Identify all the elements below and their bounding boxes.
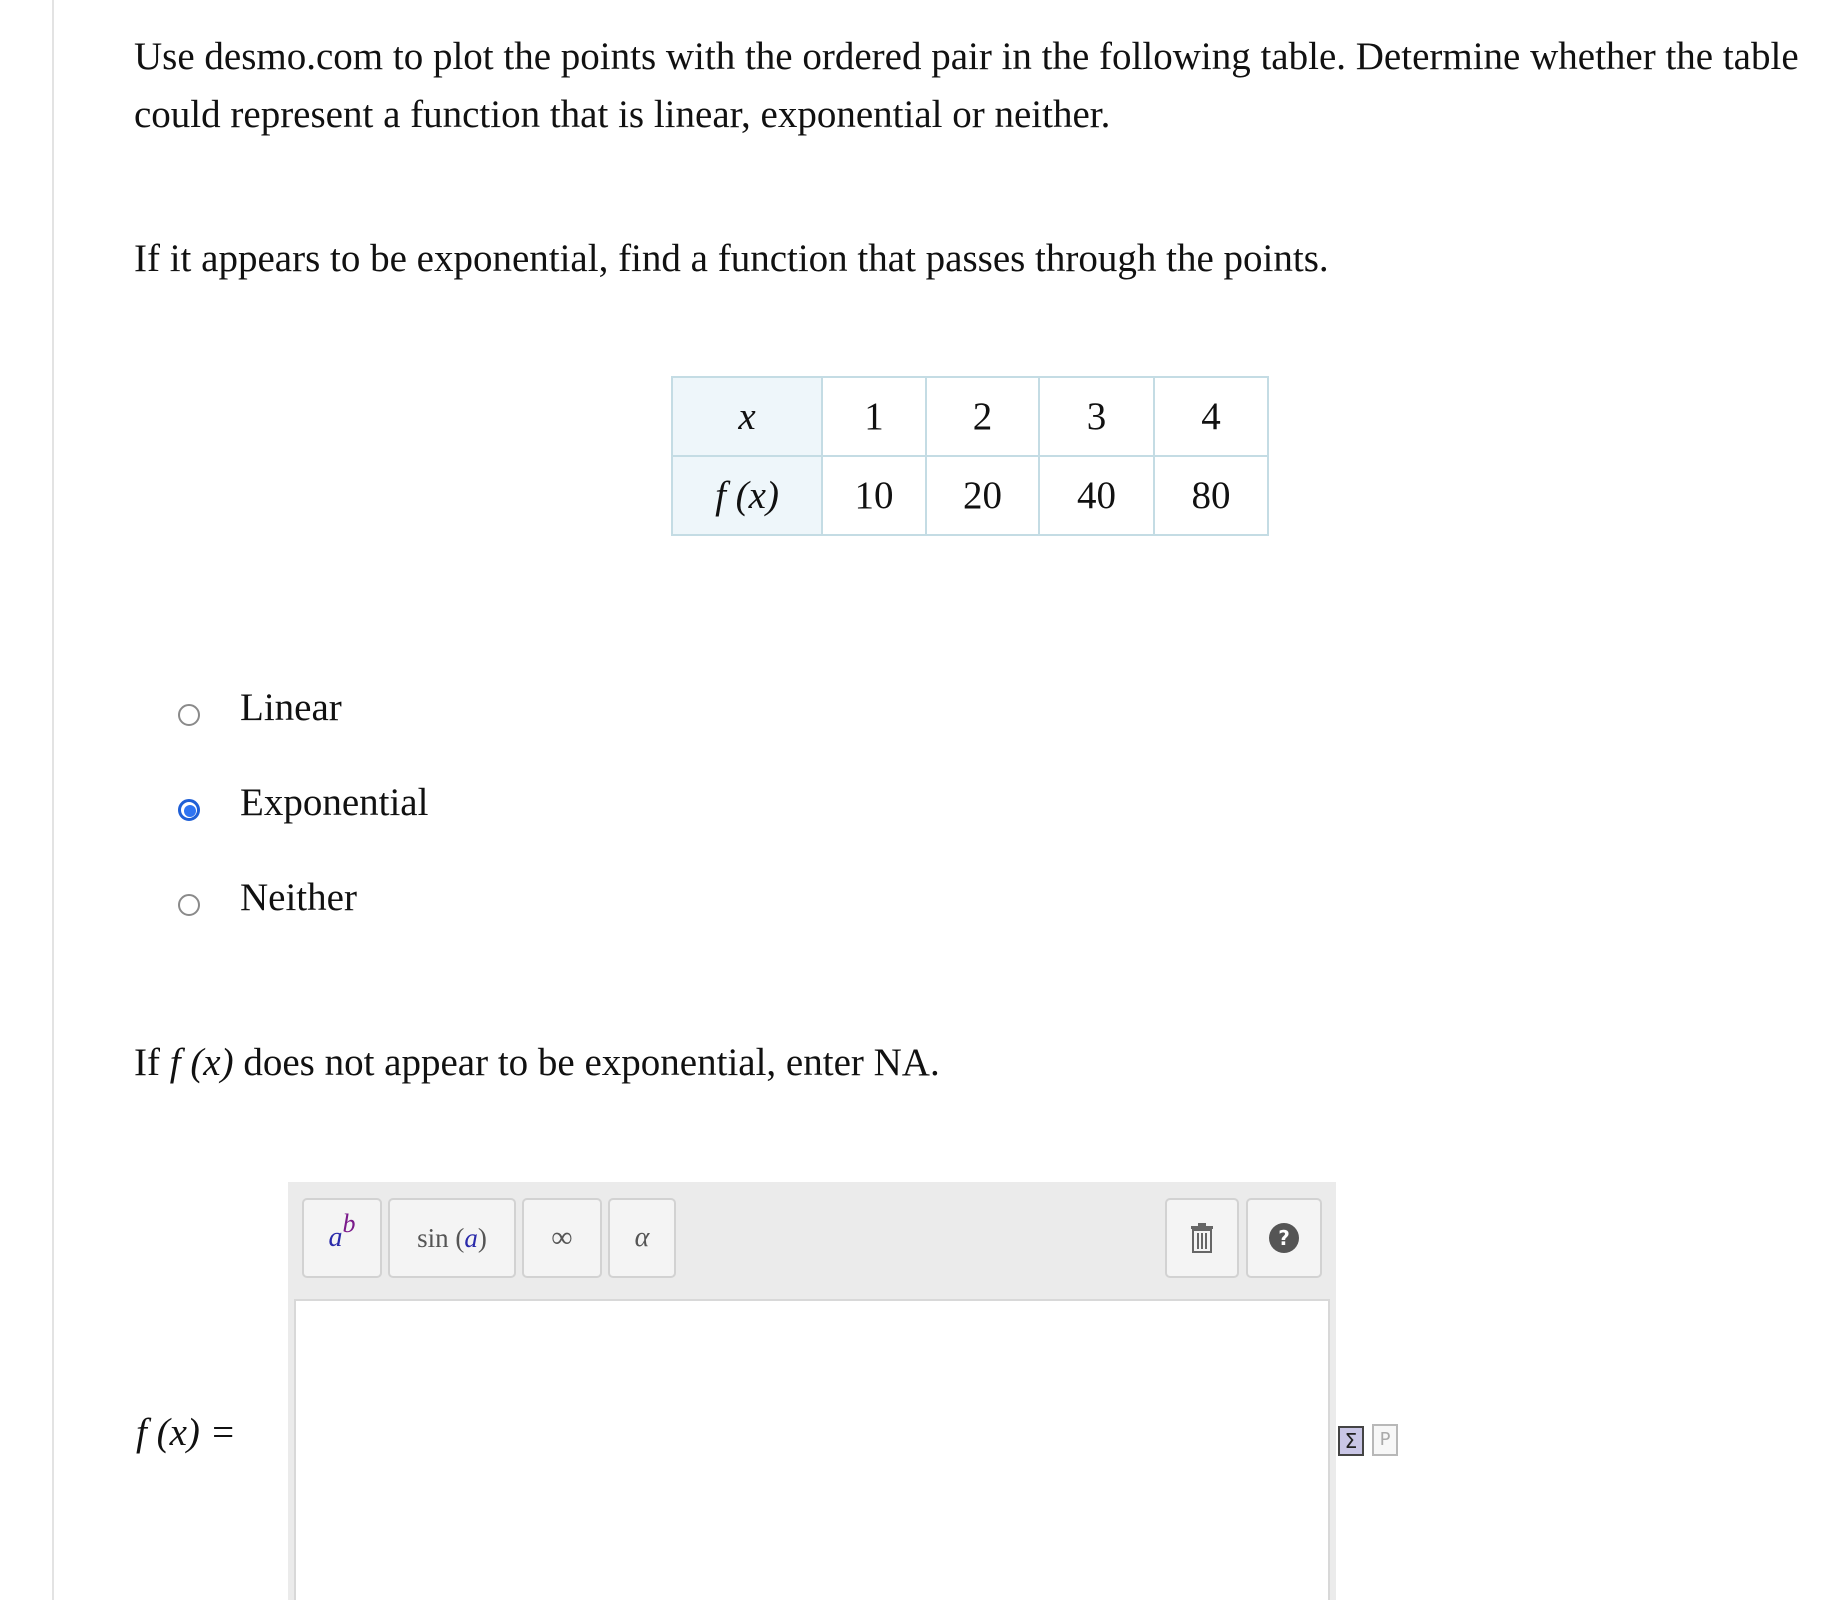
help-button[interactable]	[1246, 1198, 1322, 1278]
option-label: Exponential	[240, 781, 429, 824]
values-table	[671, 376, 1269, 536]
option-linear[interactable]	[178, 660, 428, 755]
question-instruction: If it appears to be exponential, find a function that passes through the points.	[134, 237, 1329, 280]
page-preview-icon[interactable]: P	[1372, 1424, 1398, 1456]
table-cell: 80	[1154, 456, 1268, 535]
table-cell: 2	[926, 377, 1039, 456]
answer-options	[178, 660, 428, 945]
option-exponential[interactable]	[178, 755, 428, 850]
na-instruction: If f (x) does not appear to be exponential, enter NA.	[134, 1041, 940, 1084]
question-prompt: Use desmo.com to plot the points with the ordered pair in the following table. Determine whether the table could represent a function that is linear, exponential or neither.	[134, 35, 1799, 136]
power-button[interactable]: a b	[302, 1198, 382, 1278]
table-row-header-x: x	[672, 377, 822, 456]
math-toolbar	[288, 1182, 1336, 1299]
table-row	[672, 456, 1268, 535]
table-cell: 4	[1154, 377, 1268, 456]
option-label: Linear	[240, 686, 342, 729]
answer-input[interactable]	[294, 1299, 1330, 1600]
equation-preview-icon[interactable]: Σ	[1338, 1426, 1364, 1456]
table-cell: 1	[822, 377, 926, 456]
table-row	[672, 377, 1268, 456]
radio-linear[interactable]	[178, 704, 200, 726]
radio-exponential[interactable]	[178, 799, 200, 821]
left-rule	[52, 0, 54, 1600]
table-cell: 3	[1039, 377, 1154, 456]
clear-button[interactable]	[1165, 1198, 1239, 1278]
table-row-header-fx: f (x)	[672, 456, 822, 535]
table-cell: 40	[1039, 456, 1154, 535]
option-label: Neither	[240, 876, 357, 919]
radio-neither[interactable]	[178, 894, 200, 916]
trash-icon	[1189, 1223, 1215, 1253]
table-cell: 20	[926, 456, 1039, 535]
option-neither[interactable]	[178, 850, 428, 945]
greek-button[interactable]: α	[608, 1198, 676, 1278]
table-cell: 10	[822, 456, 926, 535]
help-icon	[1268, 1222, 1300, 1254]
svg-text:?: ?	[1278, 1226, 1290, 1250]
answer-label: f (x) =	[136, 1411, 236, 1454]
math-editor	[288, 1182, 1336, 1600]
trig-button[interactable]: sin ( a )	[388, 1198, 516, 1278]
infinity-button[interactable]: ∞	[522, 1198, 602, 1278]
